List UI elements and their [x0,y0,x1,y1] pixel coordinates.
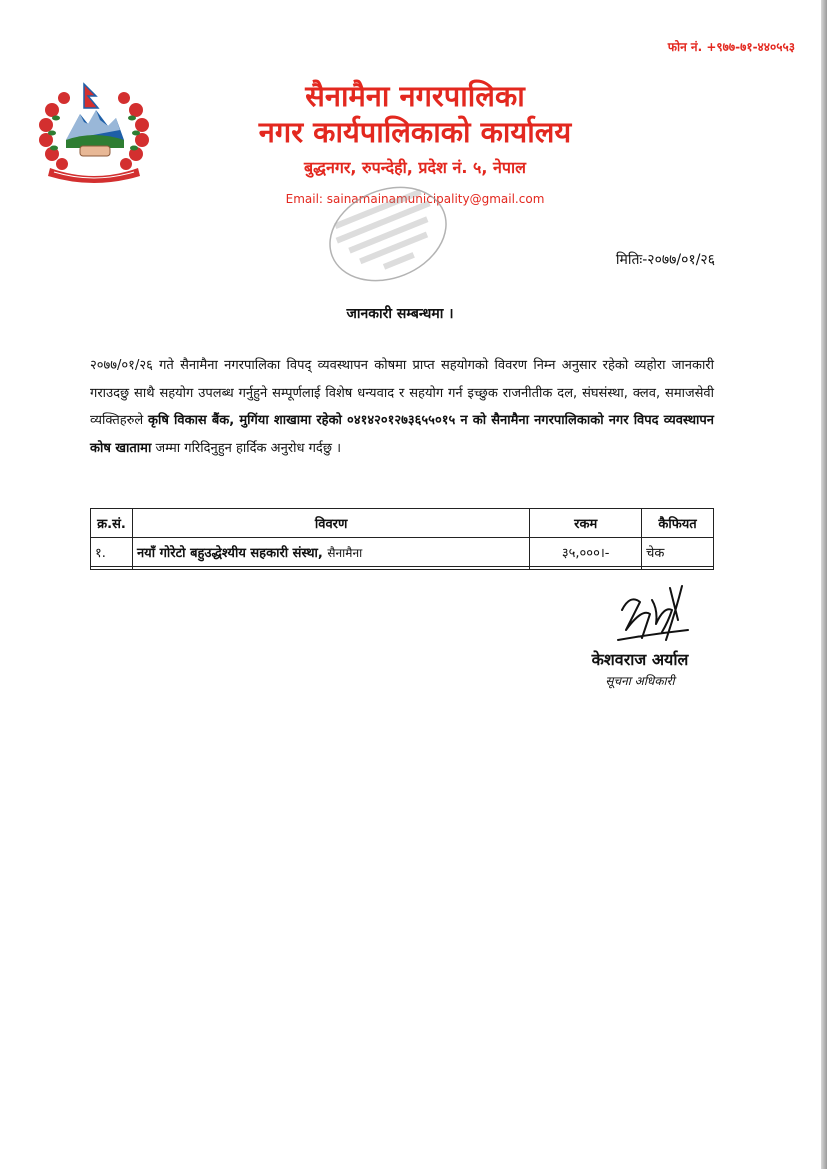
table-row-blank [91,567,714,570]
blank-cell [530,567,642,570]
header-amount: रकम [530,509,642,538]
office-address: बुद्धनगर, रुपन्देही, प्रदेश नं. ५, नेपाल [304,158,526,177]
donation-table [90,508,714,570]
page-edge [821,0,827,1169]
office-name: नगर कार्यपालिकाको कार्यालय [258,115,572,149]
header-description: विवरण [132,509,529,538]
body-text-bank-details: कृषि विकास बैंक, मुगिंया शाखामा रहेको ०४१४२०१२७३६५५०१५ न को सैनामैना नगरपालिकाको नगर विपद व्यवस्थापन कोष खातामा [90,413,715,456]
blank-cell [642,567,714,570]
header-remarks: कैफियत [642,509,714,538]
signature-icon [612,580,694,646]
donor-place: सैनामैना [327,546,363,560]
letter-date: मितिः-२०७७/०१/२६ [615,252,715,268]
table-header-row [91,509,714,538]
cell-remarks: चेक [642,538,714,567]
blank-cell [132,567,529,570]
table-row [91,538,714,567]
body-text-part1: २०७७/०१/२६ गते सैनामैना नगरपालिका विपद् व्यवस्थापन कोषमा प्राप्त सहयोगको विवरण निम्न अनुसार रहेको व्यहोरा जानकारी गराउदछु साथै सहयोग उपलब्ध गर्नुहुने सम्पूर्णलाई विशेष धन्यवाद र सहयोग गर्न इच्छुक राजनीतीक दल, संघसंस्था, क्लव, समाजसेवी व्यक्तिहरुले [90,358,714,428]
cell-sn: १. [91,538,133,567]
cell-amount: ३५,०००।- [530,538,642,567]
office-stamp-icon [322,178,454,290]
municipality-name: सैनामैना नगरपालिका [305,79,525,113]
header-sn: क्र.सं. [91,509,133,538]
blank-cell [91,567,133,570]
signer-designation: सूचना अधिकारी [605,674,675,688]
donor-name: नयाँ गोरेटो बहुउद्धेश्यीय सहकारी संस्था, [136,546,323,561]
cell-description [132,538,529,567]
letter-subject: जानकारी सम्बन्धमा । [346,306,454,322]
signer-name: केशवराज अर्याल [591,650,689,669]
body-text-part2: जम्मा गरिदिनुहुन हार्दिक अनुरोध गर्दछु । [151,440,341,456]
office-email: Email: sainamainamunicipality@gmail.com [285,192,545,206]
phone-number: फोन नं. +९७७-७१-४४०५५३ [667,40,795,54]
letter-body [90,352,714,462]
nepal-emblem-icon [36,80,152,184]
